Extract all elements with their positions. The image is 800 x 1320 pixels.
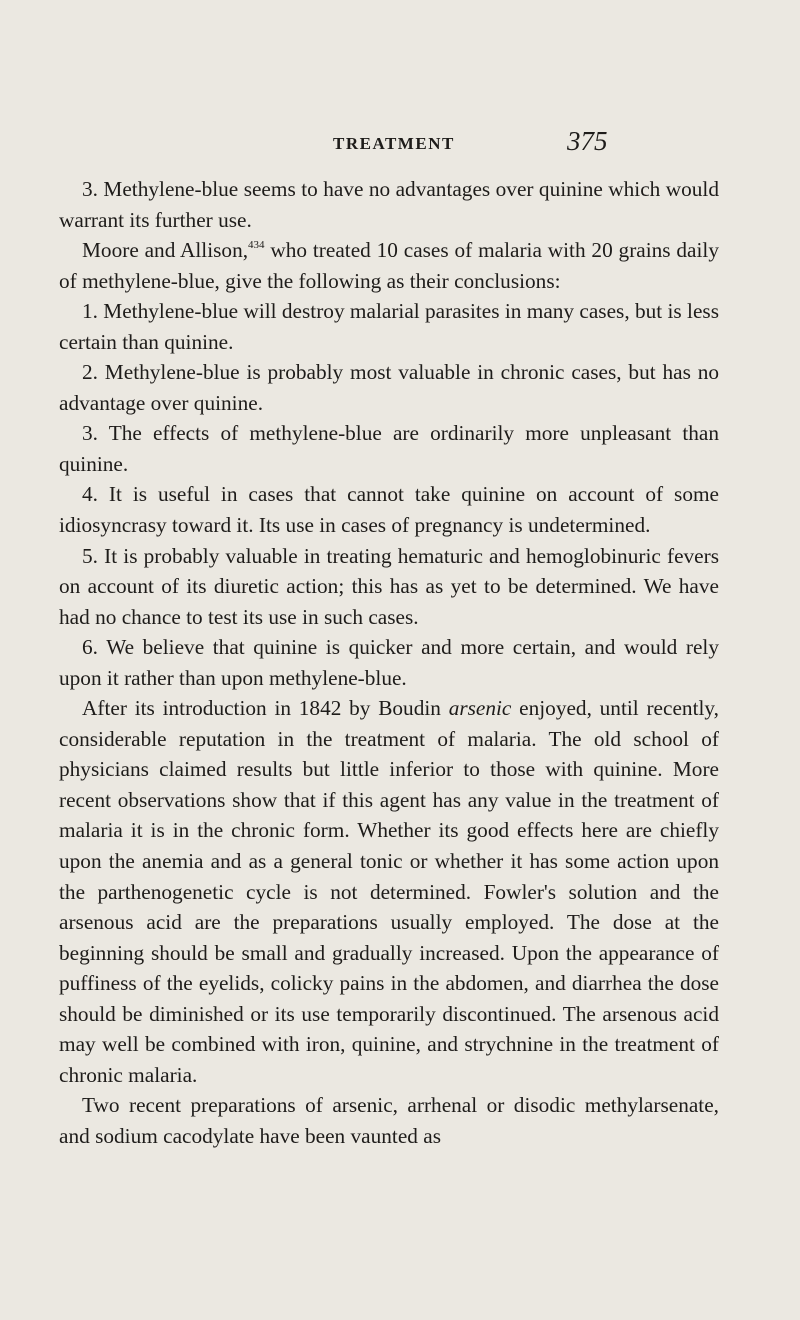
page-number: 375 xyxy=(567,126,608,156)
running-head-title: TREATMENT xyxy=(333,134,455,153)
text-span: Moore and Allison, xyxy=(82,238,249,263)
running-head xyxy=(0,126,800,166)
body-text xyxy=(59,174,719,1152)
paragraph: 2. Methylene-blue is probably most valuable in chronic cases, but has no advantage over quinine. xyxy=(59,360,719,415)
paragraph: 1. Methylene-blue will destroy malarial parasites in many cases, but is less certain than quinine. xyxy=(59,299,719,354)
text-span: After its introduction in 1842 by Boudin xyxy=(82,696,449,721)
paragraph-arsenic xyxy=(59,693,719,1090)
paragraph: Two recent preparations of arsenic, arrhenal or disodic methylarsenate, and sodium cacodylate have been vaunted as xyxy=(59,1093,719,1148)
paragraph: 4. It is useful in cases that cannot take quinine on account of some idiosyncrasy toward it. Its use in cases of pregnancy is undetermined. xyxy=(59,482,719,538)
paragraph: 5. It is probably valuable in treating hematuric and hemoglobinuric fevers on account of its diuretic action; this has as yet to be determined. We have had no chance to test its use in such cases. xyxy=(59,543,719,629)
footnote-ref: 434 xyxy=(248,239,265,252)
text-span: enjoyed, until recently, considerable reputation in the treatment of malaria. The old school of physicians claimed results but little inferior to those with quinine. More recent observations show that if this agent has any value in the treatment of malaria it is in the chronic form. Whether its good effects here are chiefly upon the anemia and as a general tonic or whether it has some action upon the parthenogenetic cycle is not determined. Fowler's solution and the arsenous acid are the preparations usually employed. The dose at the beginning should be small and gradually increased. Upon the appearance of puffiness of the eyelids, colicky pains in the abdomen, and diarrhea the dose should be diminished or its use temporarily discontinued. The arsenous acid may well be combined with iron, quinine, and strychnine in the treatment of chronic malaria. xyxy=(59,696,719,1087)
text-span: who treated 10 cases of malaria with 20 grains daily of methylene-blue, give the following as their conclusions: xyxy=(59,238,719,293)
paragraph: 3. Methylene-blue seems to have no advantages over quinine which would warrant its further use. xyxy=(59,177,719,232)
paragraph: 6. We believe that quinine is quicker and more certain, and would rely upon it rather than upon methylene-blue. xyxy=(59,635,719,690)
emphasis-arsenic: arsenic xyxy=(448,696,512,721)
paragraph-moore-allison xyxy=(59,235,719,296)
paragraph: 3. The effects of methylene-blue are ordinarily more unpleasant than quinine. xyxy=(59,421,719,476)
